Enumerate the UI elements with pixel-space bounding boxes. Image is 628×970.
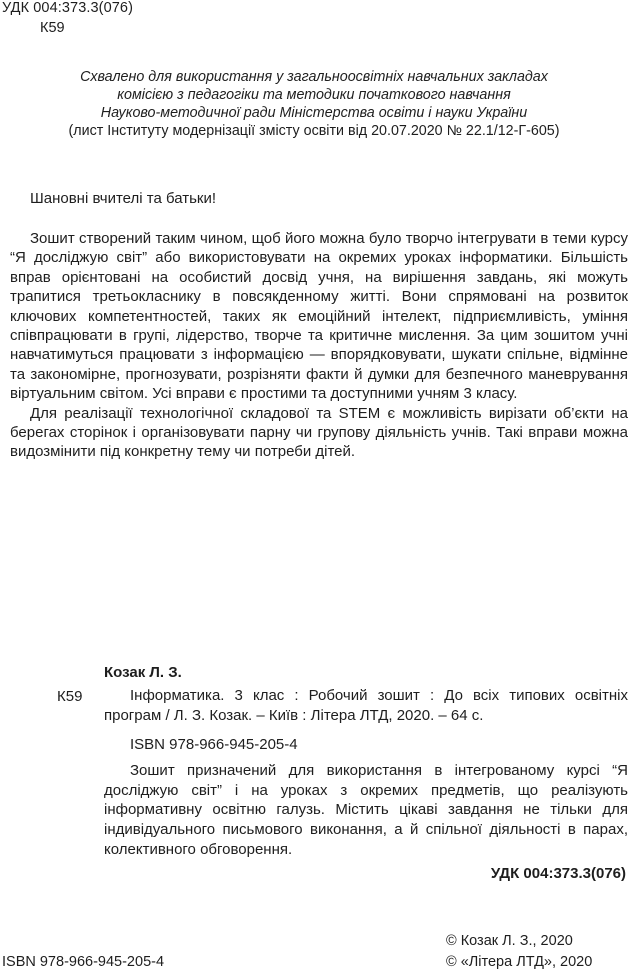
catalog-title-text: Інформатика. 3 клас : Робочий зошит : До всіх типових освітніх програм / Л. З. Козак. – Київ : Літера ЛТД, 2020. – 64 с. — [104, 687, 628, 724]
copyright-author: © Козак Л. З., 2020 — [446, 933, 573, 949]
catalog-title — [104, 686, 628, 726]
catalog-code-header: К59 — [40, 20, 65, 36]
catalog-udk: УДК 004:373.3(076) — [490, 865, 626, 882]
footer-isbn: ISBN 978-966-945-205-4 — [2, 954, 165, 970]
approval-line-4: (лист Інституту модернізації змісту освіти від 20.07.2020 № 22.1/12-Г-605) — [68, 123, 560, 139]
approval-line-2: комісією з педагогіки та методики початкового навчання — [117, 87, 511, 103]
approval-line-3: Науково-методичної ради Міністерства освіти і науки України — [100, 105, 528, 121]
body-paragraph-1: Зошит створений таким чином, щоб його можна було творчо інтегрувати в теми курсу “Я досліджую світ” або використовувати на окремих уроках інформатики. Більшість вправ орієнтовані на особистий досвід учня, на вирішення завдань, які можуть трапитися третьокласнику в повсякденному житті. Вони спрямовані на розвиток ключових компетентностей, таких як емоційний інтелект, підприємливість, уміння співпрацювати в групі, лідерство, творче та критичне мислення. За цим зошитом учні навчатимуться працювати з інформацією — впорядковувати, шукати спільне, відмінне та закономірне, прогнозувати, розрізняти факти й думки для безпечного маневрування віртуальним світом. Усі вправи є простими та доступними учням 3 класу. — [10, 230, 628, 403]
catalog-code: К59 — [57, 688, 83, 705]
body-text — [10, 229, 628, 462]
catalog-author: Козак Л. З. — [104, 664, 182, 681]
greeting: Шановні вчителі та батьки! — [30, 190, 217, 207]
approval-line-1: Схвалено для використання у загальноосвітніх навчальних закладах — [80, 69, 548, 85]
body-paragraph-2: Для реалізації технологічної складової та STEM є можливість вирізати об’єкти на берегах сторінок і організовувати парну чи групову діяльність учнів. Такі вправи можна видозмінити під конкретну тему чи потреби дітей. — [10, 404, 628, 461]
catalog-isbn: ISBN 978-966-945-205-4 — [130, 736, 298, 753]
approval-block — [0, 68, 628, 140]
catalog-annotation-text: Зошит призначений для використання в інтегрованому курсі “Я досліджую світ” і на уроках з окремих предметів, що реалізують інформативну освітню галузь. Містить цікаві завдання не тільки для індивідуального письмового виконання, а й спільної діяльності в парах, колективного обговорення. — [104, 762, 628, 858]
copyright-publisher: © «Літера ЛТД», 2020 — [446, 954, 593, 970]
udk-header: УДК 004:373.3(076) — [2, 0, 134, 16]
catalog-annotation — [104, 761, 628, 860]
